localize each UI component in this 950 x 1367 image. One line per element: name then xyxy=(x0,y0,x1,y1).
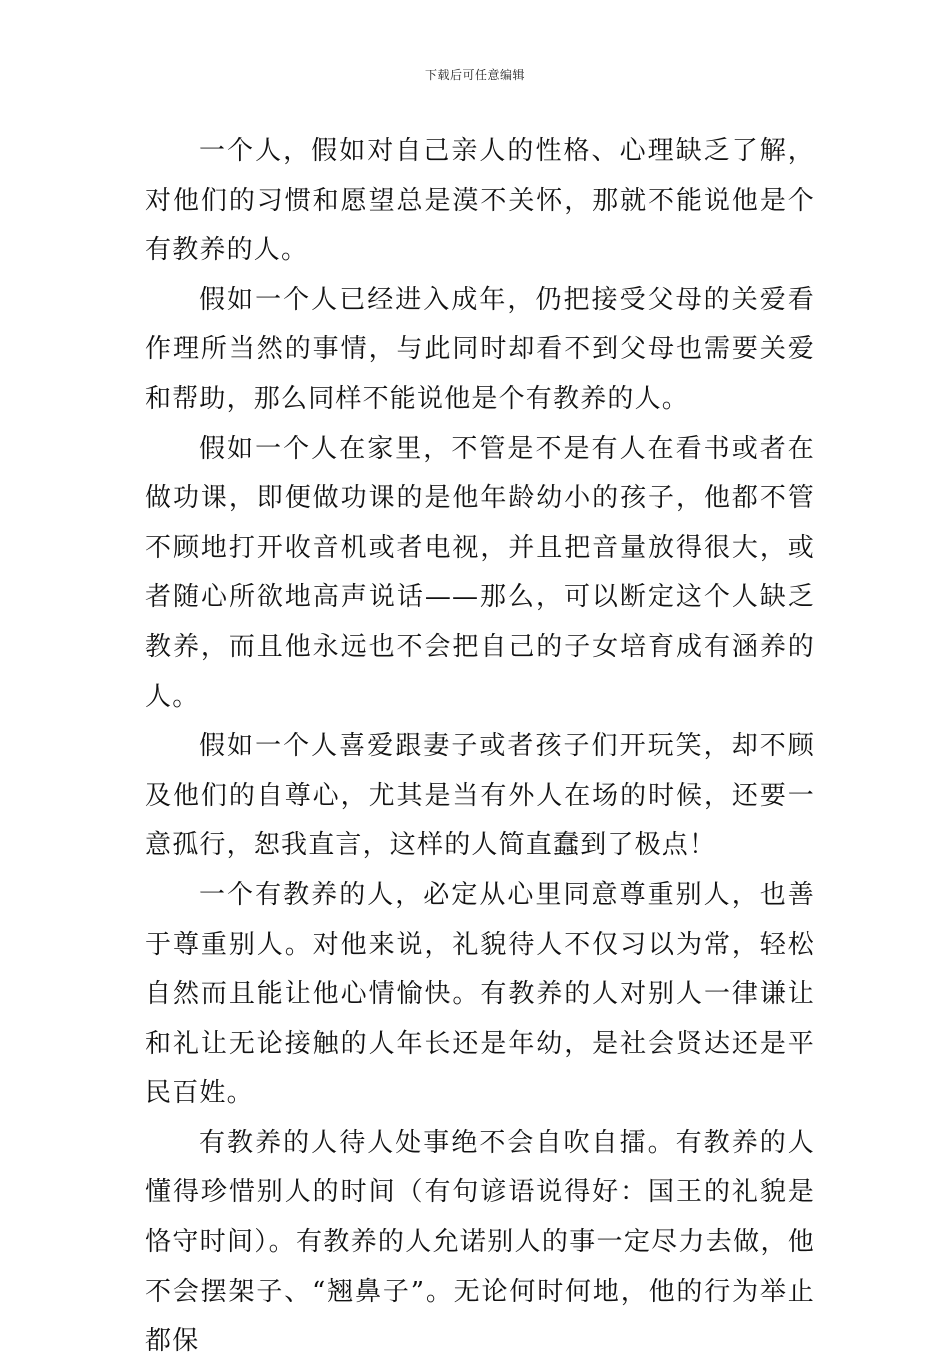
body-text xyxy=(145,127,815,1367)
paragraph-3: 假如一个人在家里，不管是不是有人在看书或者在做功课，即便做功课的是他年龄幼小的孩子，他都不管不顾地打开收音机或者电视，并且把音量放得很大，或者随心所欲地高声说话——那么，可以断定这个人缺乏教养，而且他永远也不会把自己的子女培育成有涵养的人。 xyxy=(145,433,815,712)
paragraph-1: 一个人，假如对自己亲人的性格、心理缺乏了解，对他们的习惯和愿望总是漠不关怀，那就不能说他是个有教养的人。 xyxy=(145,136,815,266)
paragraph-5: 一个有教养的人，必定从心里同意尊重别人，也善于尊重别人。对他来说，礼貌待人不仅习以为常，轻松自然而且能让他心情愉快。有教养的人对别人一律谦让和礼让无论接触的人年长还是年幼，是社会贤达还是平民百姓。 xyxy=(145,879,815,1109)
paragraph-6: 有教养的人待人处事绝不会自吹自擂。有教养的人懂得珍惜别人的时间（有句谚语说得好：国王的礼貌是恪守时间）。有教养的人允诺别人的事一定尽力去做，他不会摆架子、“翘鼻子”。无论何时何地，他的行为举止都保 xyxy=(145,1127,815,1357)
paragraph-2: 假如一个人已经进入成年，仍把接受父母的关爱看作理所当然的事情，与此同时却看不到父母也需要关爱和帮助，那么同样不能说他是个有教养的人。 xyxy=(145,284,815,414)
paragraph-4: 假如一个人喜爱跟妻子或者孩子们开玩笑，却不顾及他们的自尊心，尤其是当有外人在场的时候，还要一意孤行，恕我直言，这样的人简直蠢到了极点！ xyxy=(145,731,815,861)
page-header: 下载后可任意编辑 xyxy=(424,68,525,82)
